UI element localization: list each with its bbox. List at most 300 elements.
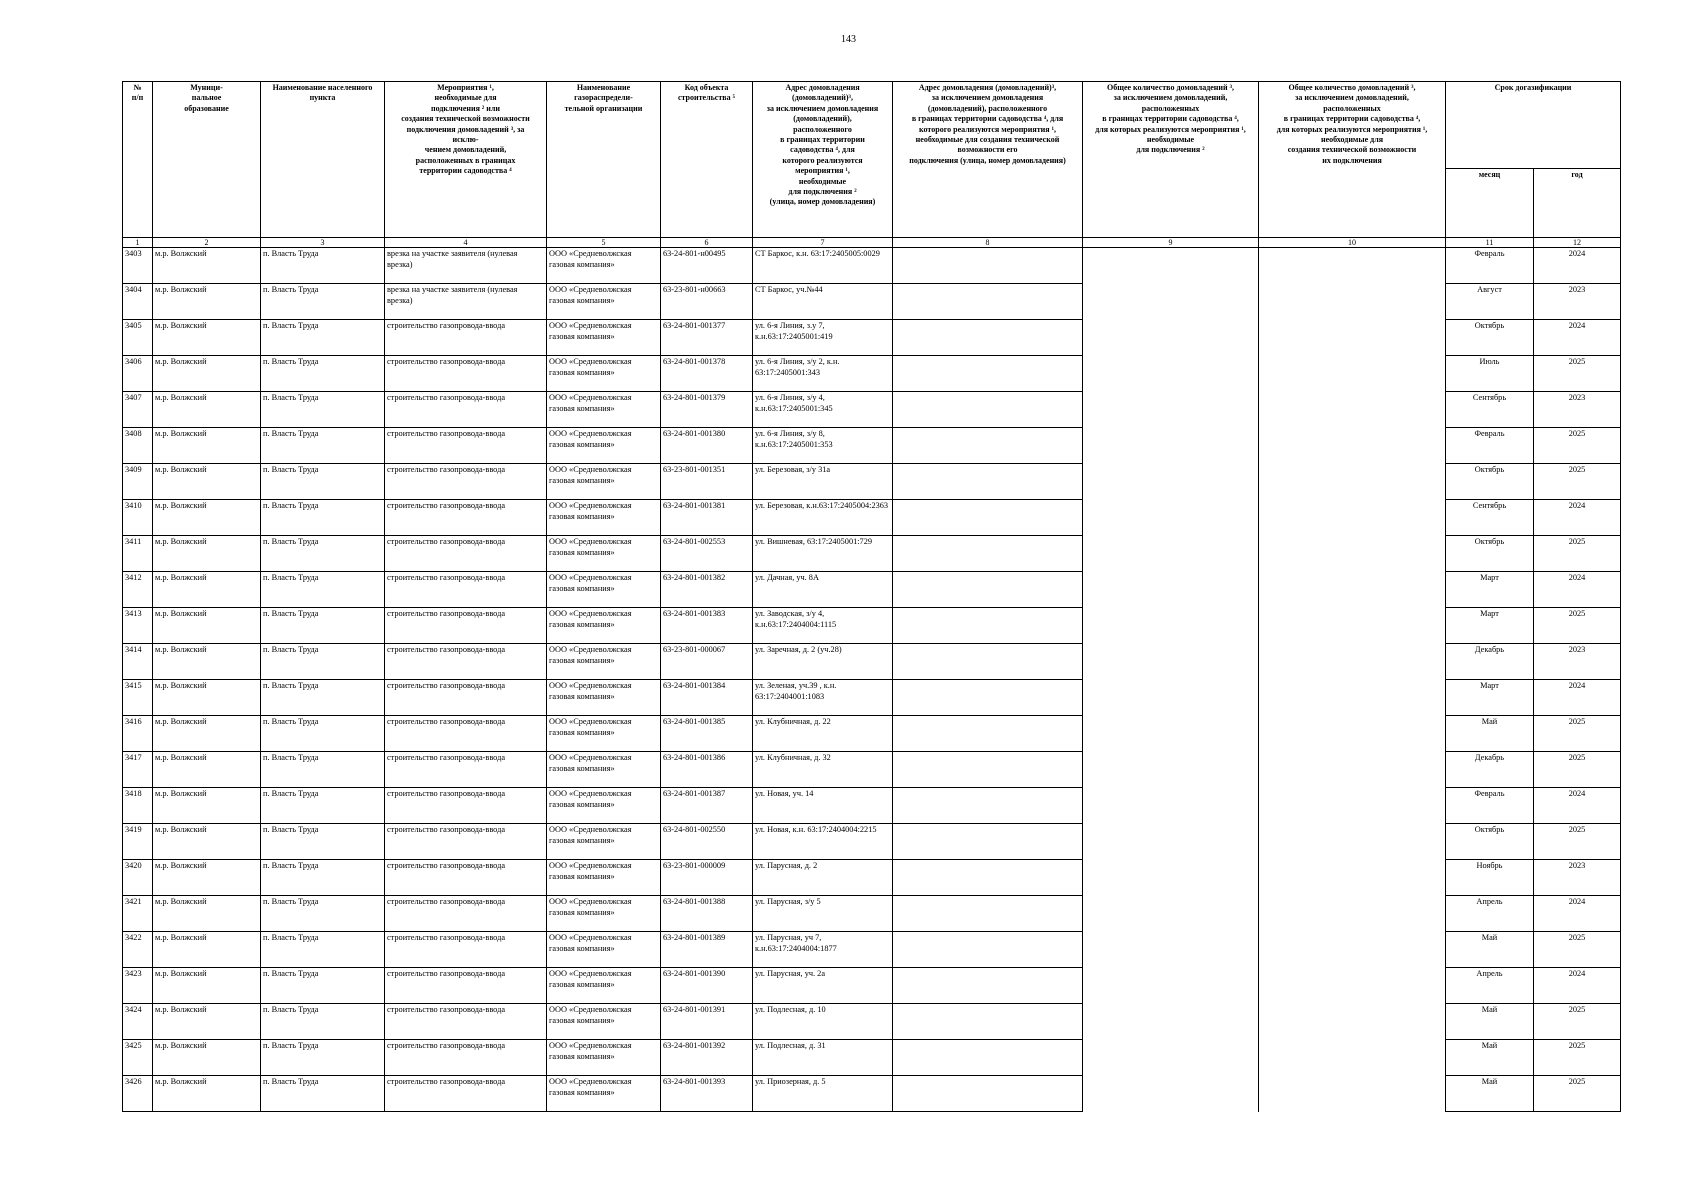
column-number: 8 [893, 238, 1083, 248]
count-connection-cell [1083, 968, 1259, 1004]
table-row [123, 572, 1621, 608]
table-row [123, 392, 1621, 428]
table-row [123, 1076, 1621, 1112]
technical-address-cell [893, 320, 1083, 356]
count-technical-cell [1259, 860, 1446, 896]
municipality-cell: м.р. Волжский [153, 1040, 261, 1076]
month-cell: Май [1446, 1076, 1534, 1112]
table-row [123, 788, 1621, 824]
month-cell: Декабрь [1446, 644, 1534, 680]
count-technical-cell [1259, 824, 1446, 860]
row-number-cell: 3420 [123, 860, 153, 896]
count-connection-cell [1083, 896, 1259, 932]
table-row [123, 500, 1621, 536]
address-cell: ул. Дачная, уч. 8А [753, 572, 893, 608]
count-technical-cell [1259, 320, 1446, 356]
month-cell: Май [1446, 1004, 1534, 1040]
table-row [123, 536, 1621, 572]
municipality-cell: м.р. Волжский [153, 500, 261, 536]
column-number-row [123, 238, 1621, 248]
technical-address-cell [893, 464, 1083, 500]
row-number-cell: 3406 [123, 356, 153, 392]
count-technical-cell [1259, 464, 1446, 500]
year-cell: 2025 [1534, 428, 1621, 464]
organization-cell: ООО «Средневолжская газовая компания» [547, 1076, 661, 1112]
address-cell: ул. 6-я Линия, з/у 8, к.н.63:17:2405001:353 [753, 428, 893, 464]
measure-cell: строительство газопровода-ввода [385, 1004, 547, 1040]
settlement-cell: п. Власть Труда [261, 464, 385, 500]
table-row [123, 716, 1621, 752]
measure-cell: строительство газопровода-ввода [385, 320, 547, 356]
column-number: 4 [385, 238, 547, 248]
organization-cell: ООО «Средневолжская газовая компания» [547, 752, 661, 788]
year-cell: 2025 [1534, 1076, 1621, 1112]
row-number-cell: 3414 [123, 644, 153, 680]
object-code-cell: 63-24-801-н00495 [661, 248, 753, 284]
address-cell: ул. Парусная, уч. 2а [753, 968, 893, 1004]
table-row [123, 824, 1621, 860]
address-cell: ул. Заводская, з/у 4, к.н.63:17:2404004:1115 [753, 608, 893, 644]
count-technical-cell [1259, 752, 1446, 788]
count-technical-cell [1259, 356, 1446, 392]
object-code-cell: 63-24-801-001384 [661, 680, 753, 716]
measure-cell: строительство газопровода-ввода [385, 752, 547, 788]
month-cell: Октябрь [1446, 536, 1534, 572]
column-number: 11 [1446, 238, 1534, 248]
technical-address-cell [893, 896, 1083, 932]
settlement-cell: п. Власть Труда [261, 284, 385, 320]
address-cell: ул. Парусная, д. 2 [753, 860, 893, 896]
year-cell: 2023 [1534, 644, 1621, 680]
row-number-cell: 3424 [123, 1004, 153, 1040]
object-code-cell: 63-24-801-001379 [661, 392, 753, 428]
technical-address-cell [893, 1004, 1083, 1040]
address-cell: ул. 6-я Линия, з/у 4, к.н.63:17:2405001:345 [753, 392, 893, 428]
settlement-cell: п. Власть Труда [261, 968, 385, 1004]
table-row [123, 356, 1621, 392]
table-row [123, 464, 1621, 500]
header-municipality: Муници- пальное образование [153, 82, 261, 238]
row-number-cell: 3418 [123, 788, 153, 824]
count-connection-cell [1083, 428, 1259, 464]
row-number-cell: 3403 [123, 248, 153, 284]
month-cell: Февраль [1446, 248, 1534, 284]
municipality-cell: м.р. Волжский [153, 896, 261, 932]
month-cell: Сентябрь [1446, 392, 1534, 428]
technical-address-cell [893, 860, 1083, 896]
month-cell: Май [1446, 932, 1534, 968]
settlement-cell: п. Власть Труда [261, 320, 385, 356]
organization-cell: ООО «Средневолжская газовая компания» [547, 860, 661, 896]
month-cell: Декабрь [1446, 752, 1534, 788]
header-object-code: Код объекта строительства ⁵ [661, 82, 753, 238]
address-cell: СТ Баркос, к.н. 63:17:2405005:0029 [753, 248, 893, 284]
year-cell: 2025 [1534, 752, 1621, 788]
organization-cell: ООО «Средневолжская газовая компания» [547, 464, 661, 500]
count-connection-cell [1083, 752, 1259, 788]
object-code-cell: 63-23-801-001351 [661, 464, 753, 500]
technical-address-cell [893, 356, 1083, 392]
table-row [123, 428, 1621, 464]
address-cell: ул. 6-я Линия, з/у 2, к.н. 63:17:2405001:343 [753, 356, 893, 392]
municipality-cell: м.р. Волжский [153, 716, 261, 752]
count-technical-cell [1259, 1004, 1446, 1040]
organization-cell: ООО «Средневолжская газовая компания» [547, 572, 661, 608]
table-row [123, 896, 1621, 932]
row-number-cell: 3408 [123, 428, 153, 464]
organization-cell: ООО «Средневолжская газовая компания» [547, 284, 661, 320]
count-technical-cell [1259, 608, 1446, 644]
header-measures: Мероприятия ¹, необходимые для подключения ² или создания технической возможности подключения домовладений ³, за исклю- чением домовладений, расположенных в границах территории садоводства ⁴ [385, 82, 547, 238]
address-cell: ул. Приозерная, д. 5 [753, 1076, 893, 1112]
municipality-cell: м.р. Волжский [153, 968, 261, 1004]
header-settlement: Наименование населенного пункта [261, 82, 385, 238]
year-cell: 2025 [1534, 356, 1621, 392]
count-technical-cell [1259, 1040, 1446, 1076]
measure-cell: строительство газопровода-ввода [385, 428, 547, 464]
month-cell: Июль [1446, 356, 1534, 392]
year-cell: 2025 [1534, 1040, 1621, 1076]
measure-cell: строительство газопровода-ввода [385, 932, 547, 968]
table-row [123, 248, 1621, 284]
count-technical-cell [1259, 932, 1446, 968]
settlement-cell: п. Власть Труда [261, 536, 385, 572]
organization-cell: ООО «Средневолжская газовая компания» [547, 896, 661, 932]
count-connection-cell [1083, 356, 1259, 392]
address-cell: ул. Вишневая, 63:17:2405001:729 [753, 536, 893, 572]
address-cell: ул. Березовая, к.н.63:17:2405004:2363 [753, 500, 893, 536]
municipality-cell: м.р. Волжский [153, 608, 261, 644]
count-technical-cell [1259, 680, 1446, 716]
table-row [123, 284, 1621, 320]
object-code-cell: 63-24-801-001393 [661, 1076, 753, 1112]
organization-cell: ООО «Средневолжская газовая компания» [547, 248, 661, 284]
address-cell: ул. Заречная, д. 2 (уч.28) [753, 644, 893, 680]
year-cell: 2024 [1534, 248, 1621, 284]
year-cell: 2024 [1534, 788, 1621, 824]
settlement-cell: п. Власть Труда [261, 860, 385, 896]
settlement-cell: п. Власть Труда [261, 1076, 385, 1112]
table-row [123, 1004, 1621, 1040]
month-cell: Март [1446, 572, 1534, 608]
month-cell: Май [1446, 716, 1534, 752]
object-code-cell: 63-24-801-001380 [661, 428, 753, 464]
year-cell: 2025 [1534, 608, 1621, 644]
count-connection-cell [1083, 716, 1259, 752]
technical-address-cell [893, 968, 1083, 1004]
object-code-cell: 63-24-801-001391 [661, 1004, 753, 1040]
month-cell: Март [1446, 680, 1534, 716]
month-cell: Октябрь [1446, 824, 1534, 860]
measure-cell: строительство газопровода-ввода [385, 356, 547, 392]
month-cell: Март [1446, 608, 1534, 644]
column-number: 3 [261, 238, 385, 248]
object-code-cell: 63-24-801-001385 [661, 716, 753, 752]
settlement-cell: п. Власть Труда [261, 1004, 385, 1040]
row-number-cell: 3419 [123, 824, 153, 860]
month-cell: Август [1446, 284, 1534, 320]
technical-address-cell [893, 284, 1083, 320]
municipality-cell: м.р. Волжский [153, 1004, 261, 1040]
measure-cell: врезка на участке заявителя (нулевая врезка) [385, 284, 547, 320]
table-row [123, 608, 1621, 644]
row-number-cell: 3415 [123, 680, 153, 716]
count-technical-cell [1259, 428, 1446, 464]
object-code-cell: 63-24-801-001392 [661, 1040, 753, 1076]
address-cell: ул. Парусная, уч 7, к.н.63:17:2404004:1877 [753, 932, 893, 968]
organization-cell: ООО «Средневолжская газовая компания» [547, 644, 661, 680]
table-row [123, 860, 1621, 896]
year-cell: 2024 [1534, 320, 1621, 356]
row-number-cell: 3410 [123, 500, 153, 536]
row-number-cell: 3425 [123, 1040, 153, 1076]
count-technical-cell [1259, 284, 1446, 320]
measure-cell: строительство газопровода-ввода [385, 536, 547, 572]
technical-address-cell [893, 752, 1083, 788]
object-code-cell: 63-23-801-000067 [661, 644, 753, 680]
address-cell: ул. Новая, к.н. 63:17:2404004:2215 [753, 824, 893, 860]
object-code-cell: 63-24-801-001386 [661, 752, 753, 788]
municipality-cell: м.р. Волжский [153, 464, 261, 500]
count-technical-cell [1259, 248, 1446, 284]
header-count-connection: Общее количество домовладений ³, за исключением домовладений, расположенных в границах территории садоводства ⁴, для которых реализуются мероприятия ¹, необходимые для подключения ² [1083, 82, 1259, 238]
object-code-cell: 63-24-801-001389 [661, 932, 753, 968]
measure-cell: строительство газопровода-ввода [385, 1076, 547, 1112]
count-technical-cell [1259, 536, 1446, 572]
technical-address-cell [893, 572, 1083, 608]
count-technical-cell [1259, 716, 1446, 752]
municipality-cell: м.р. Волжский [153, 824, 261, 860]
settlement-cell: п. Власть Труда [261, 392, 385, 428]
column-number: 9 [1083, 238, 1259, 248]
settlement-cell: п. Власть Труда [261, 932, 385, 968]
count-connection-cell [1083, 680, 1259, 716]
organization-cell: ООО «Средневолжская газовая компания» [547, 680, 661, 716]
municipality-cell: м.р. Волжский [153, 248, 261, 284]
year-cell: 2025 [1534, 824, 1621, 860]
object-code-cell: 63-24-801-002553 [661, 536, 753, 572]
table-row [123, 1040, 1621, 1076]
measure-cell: строительство газопровода-ввода [385, 1040, 547, 1076]
measure-cell: врезка на участке заявителя (нулевая врезка) [385, 248, 547, 284]
count-connection-cell [1083, 1040, 1259, 1076]
row-number-cell: 3422 [123, 932, 153, 968]
count-connection-cell [1083, 248, 1259, 284]
organization-cell: ООО «Средневолжская газовая компания» [547, 392, 661, 428]
count-technical-cell [1259, 896, 1446, 932]
year-cell: 2024 [1534, 968, 1621, 1004]
column-number: 5 [547, 238, 661, 248]
year-cell: 2024 [1534, 896, 1621, 932]
table-body [123, 248, 1621, 1112]
measure-cell: строительство газопровода-ввода [385, 572, 547, 608]
organization-cell: ООО «Средневолжская газовая компания» [547, 1004, 661, 1040]
organization-cell: ООО «Средневолжская газовая компания» [547, 788, 661, 824]
address-cell: ул. Зеленая, уч.39 , к.н. 63:17:2404001:1083 [753, 680, 893, 716]
address-cell: ул. Клубничная, д. 22 [753, 716, 893, 752]
settlement-cell: п. Власть Труда [261, 680, 385, 716]
technical-address-cell [893, 248, 1083, 284]
year-cell: 2025 [1534, 716, 1621, 752]
count-connection-cell [1083, 824, 1259, 860]
settlement-cell: п. Власть Труда [261, 608, 385, 644]
count-connection-cell [1083, 392, 1259, 428]
object-code-cell: 63-24-801-001387 [661, 788, 753, 824]
settlement-cell: п. Власть Труда [261, 824, 385, 860]
settlement-cell: п. Власть Труда [261, 428, 385, 464]
organization-cell: ООО «Средневолжская газовая компания» [547, 824, 661, 860]
settlement-cell: п. Власть Труда [261, 356, 385, 392]
year-cell: 2023 [1534, 392, 1621, 428]
settlement-cell: п. Власть Труда [261, 752, 385, 788]
settlement-cell: п. Власть Труда [261, 248, 385, 284]
table-row [123, 644, 1621, 680]
year-cell: 2025 [1534, 932, 1621, 968]
technical-address-cell [893, 392, 1083, 428]
column-number: 1 [123, 238, 153, 248]
count-connection-cell [1083, 932, 1259, 968]
row-number-cell: 3421 [123, 896, 153, 932]
month-cell: Октябрь [1446, 320, 1534, 356]
year-cell: 2024 [1534, 500, 1621, 536]
count-connection-cell [1083, 572, 1259, 608]
organization-cell: ООО «Средневолжская газовая компания» [547, 968, 661, 1004]
row-number-cell: 3412 [123, 572, 153, 608]
settlement-cell: п. Власть Труда [261, 896, 385, 932]
count-connection-cell [1083, 788, 1259, 824]
year-cell: 2023 [1534, 860, 1621, 896]
municipality-cell: м.р. Волжский [153, 572, 261, 608]
gasification-table [122, 81, 1621, 1112]
count-technical-cell [1259, 572, 1446, 608]
page-number: 143 [841, 34, 856, 45]
count-technical-cell [1259, 968, 1446, 1004]
measure-cell: строительство газопровода-ввода [385, 392, 547, 428]
column-number: 6 [661, 238, 753, 248]
technical-address-cell [893, 536, 1083, 572]
header-gas-organization: Наименование газораспредели- тельной организации [547, 82, 661, 238]
month-cell: Сентябрь [1446, 500, 1534, 536]
settlement-cell: п. Власть Труда [261, 644, 385, 680]
row-number-cell: 3411 [123, 536, 153, 572]
year-cell: 2025 [1534, 1004, 1621, 1040]
count-technical-cell [1259, 788, 1446, 824]
address-cell: ул. Парусная, з/у 5 [753, 896, 893, 932]
count-connection-cell [1083, 644, 1259, 680]
table-row [123, 320, 1621, 356]
count-connection-cell [1083, 536, 1259, 572]
settlement-cell: п. Власть Труда [261, 1040, 385, 1076]
measure-cell: строительство газопровода-ввода [385, 680, 547, 716]
row-number-cell: 3405 [123, 320, 153, 356]
municipality-cell: м.р. Волжский [153, 320, 261, 356]
year-cell: 2025 [1534, 464, 1621, 500]
header-year: год [1534, 169, 1621, 238]
measure-cell: строительство газопровода-ввода [385, 968, 547, 1004]
address-cell: СТ Баркос, уч.№44 [753, 284, 893, 320]
technical-address-cell [893, 608, 1083, 644]
year-cell: 2024 [1534, 680, 1621, 716]
object-code-cell: 63-24-801-001382 [661, 572, 753, 608]
table-row [123, 680, 1621, 716]
measure-cell: строительство газопровода-ввода [385, 464, 547, 500]
organization-cell: ООО «Средневолжская газовая компания» [547, 320, 661, 356]
municipality-cell: м.р. Волжский [153, 788, 261, 824]
address-cell: ул. Новая, уч. 14 [753, 788, 893, 824]
organization-cell: ООО «Средневолжская газовая компания» [547, 716, 661, 752]
month-cell: Февраль [1446, 428, 1534, 464]
settlement-cell: п. Власть Труда [261, 500, 385, 536]
count-connection-cell [1083, 464, 1259, 500]
count-connection-cell [1083, 1004, 1259, 1040]
technical-address-cell [893, 1040, 1083, 1076]
measure-cell: строительство газопровода-ввода [385, 788, 547, 824]
count-connection-cell [1083, 608, 1259, 644]
organization-cell: ООО «Средневолжская газовая компания» [547, 500, 661, 536]
technical-address-cell [893, 428, 1083, 464]
row-number-cell: 3413 [123, 608, 153, 644]
header-number: № п/п [123, 82, 153, 238]
header-address-technical: Адрес домовладения (домовладений)³, за исключением домовладения (домовладений), расположенного в границах территории садоводства ⁴, для которого реализуются мероприятия ¹, необходимые для создания технической возможности его подключения (улица, номер домовладения) [893, 82, 1083, 238]
row-number-cell: 3423 [123, 968, 153, 1004]
measure-cell: строительство газопровода-ввода [385, 860, 547, 896]
municipality-cell: м.р. Волжский [153, 284, 261, 320]
object-code-cell: 63-24-801-001378 [661, 356, 753, 392]
row-number-cell: 3404 [123, 284, 153, 320]
measure-cell: строительство газопровода-ввода [385, 824, 547, 860]
organization-cell: ООО «Средневолжская газовая компания» [547, 536, 661, 572]
header-address-connection: Адрес домовладения (домовладений)³, за исключением домовладения (домовладений), расположенного в границах территории садоводства ⁴, для которого реализуются мероприятия ¹, необходимые для подключения ² (улица, номер домовладения) [753, 82, 893, 238]
organization-cell: ООО «Средневолжская газовая компания» [547, 428, 661, 464]
year-cell: 2025 [1534, 536, 1621, 572]
measure-cell: строительство газопровода-ввода [385, 896, 547, 932]
municipality-cell: м.р. Волжский [153, 536, 261, 572]
municipality-cell: м.р. Волжский [153, 356, 261, 392]
count-connection-cell [1083, 500, 1259, 536]
object-code-cell: 63-24-801-002550 [661, 824, 753, 860]
header-deadline: Срок догазификации [1446, 82, 1621, 169]
municipality-cell: м.р. Волжский [153, 428, 261, 464]
count-connection-cell [1083, 284, 1259, 320]
month-cell: Апрель [1446, 968, 1534, 1004]
month-cell: Октябрь [1446, 464, 1534, 500]
count-technical-cell [1259, 392, 1446, 428]
object-code-cell: 63-24-801-001377 [661, 320, 753, 356]
object-code-cell: 63-24-801-001388 [661, 896, 753, 932]
municipality-cell: м.р. Волжский [153, 932, 261, 968]
measure-cell: строительство газопровода-ввода [385, 608, 547, 644]
column-number: 10 [1259, 238, 1446, 248]
count-connection-cell [1083, 320, 1259, 356]
municipality-cell: м.р. Волжский [153, 860, 261, 896]
column-number: 12 [1534, 238, 1621, 248]
address-cell: ул. Подлесная, д. 10 [753, 1004, 893, 1040]
month-cell: Апрель [1446, 896, 1534, 932]
municipality-cell: м.р. Волжский [153, 644, 261, 680]
settlement-cell: п. Власть Труда [261, 788, 385, 824]
municipality-cell: м.р. Волжский [153, 752, 261, 788]
count-connection-cell [1083, 860, 1259, 896]
header-month: месяц [1446, 169, 1534, 238]
month-cell: Февраль [1446, 788, 1534, 824]
count-technical-cell [1259, 500, 1446, 536]
organization-cell: ООО «Средневолжская газовая компания» [547, 932, 661, 968]
technical-address-cell [893, 788, 1083, 824]
table-row [123, 932, 1621, 968]
organization-cell: ООО «Средневолжская газовая компания» [547, 1040, 661, 1076]
object-code-cell: 63-24-801-001381 [661, 500, 753, 536]
measure-cell: строительство газопровода-ввода [385, 644, 547, 680]
